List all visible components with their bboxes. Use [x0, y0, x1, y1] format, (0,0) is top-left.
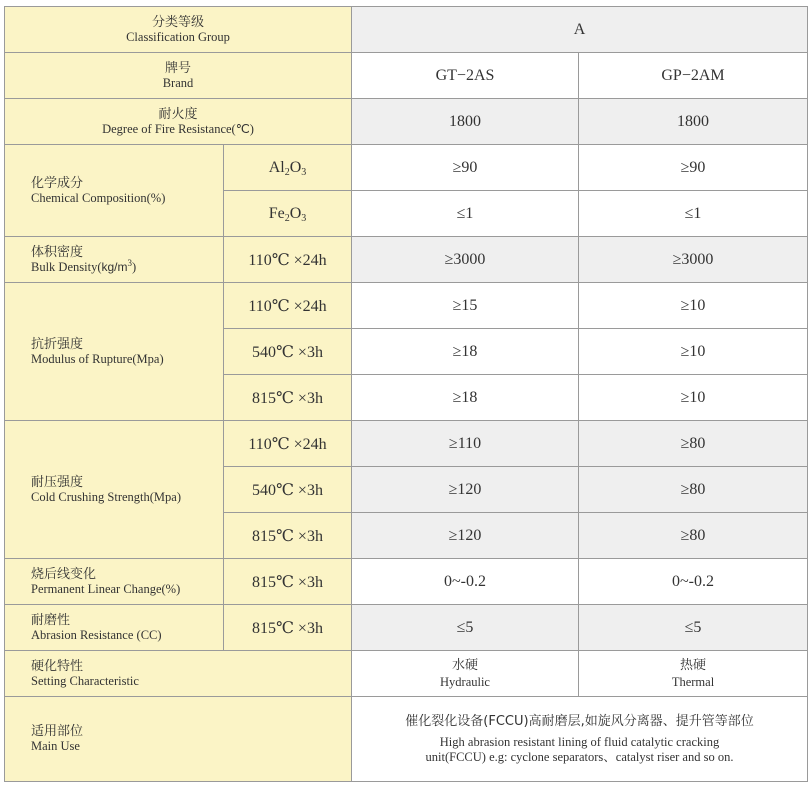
- brand-label-en: Brand: [162, 75, 194, 90]
- classification-label-en: Classification Group: [126, 29, 230, 44]
- crushing-label-en: Cold Crushing Strength(Mpa): [31, 489, 181, 504]
- row-crushing-1: [5, 421, 808, 467]
- crushing-value: ≥80: [579, 513, 808, 559]
- linear-change-value: 0~-0.2: [579, 559, 808, 605]
- rupture-label-en: Modulus of Rupture(Mpa): [31, 351, 164, 366]
- abrasion-value: ≤5: [352, 605, 579, 651]
- chemical-composition-label-en: Chemical Composition(%): [31, 190, 166, 205]
- rupture-condition: 110℃ ×24h: [224, 283, 352, 329]
- crushing-label: [5, 421, 224, 559]
- brand-gp-2am: GP−2AM: [579, 53, 808, 99]
- fire-resistance-value: 1800: [579, 99, 808, 145]
- row-brand: [5, 53, 808, 99]
- bulk-density-label-en: Bulk $Density(kg/m^3)$: [31, 257, 137, 274]
- crushing-label-zh: 耐压强度: [31, 474, 84, 490]
- crushing-value: ≥120: [352, 513, 579, 559]
- crushing-value: ≥110: [352, 421, 579, 467]
- abrasion-value: ≤5: [579, 605, 808, 651]
- crushing-value: ≥120: [352, 467, 579, 513]
- bulk-density-condition: 110℃ ×24h: [224, 237, 352, 283]
- linear-change-label-en: Permanent Linear Change(%): [31, 581, 181, 596]
- linear-change-condition: 815℃ ×3h: [224, 559, 352, 605]
- setting-label-zh: 硬化特性: [31, 658, 84, 674]
- main-use-value: [352, 697, 808, 782]
- setting-value-zh: 热硬: [679, 657, 706, 673]
- row-rupture-1: [5, 283, 808, 329]
- rupture-condition: 815℃ ×3h: [224, 375, 352, 421]
- setting-value-en: Hydraulic: [440, 674, 490, 689]
- crushing-value: ≥80: [579, 421, 808, 467]
- crushing-condition: 110℃ ×24h: [224, 421, 352, 467]
- row-main-use: [5, 697, 808, 782]
- spec-table: [4, 6, 808, 782]
- bulk-density-label-zh: 体积密度: [31, 244, 84, 260]
- setting-value-zh: 水硬: [451, 657, 478, 673]
- main-use-value-zh: 催化裂化设备(FCCU)高耐磨层,如旋风分离器、提升管等部位: [405, 714, 754, 729]
- fire-resistance-label-en: Degree of Fire Resistance(℃): [102, 121, 254, 136]
- row-setting: [5, 651, 808, 697]
- linear-change-label-zh: 烧后线变化: [31, 566, 97, 582]
- main-use-value-en-line2: unit(FCCU) e.g: cyclone separators、catalyst riser and so on.: [425, 750, 734, 764]
- fe2o3-label: $Fe_2O_3$: [224, 191, 352, 237]
- crushing-condition: 540℃ ×3h: [224, 467, 352, 513]
- rupture-value: ≥10: [579, 329, 808, 375]
- setting-value-hydraulic: [352, 651, 579, 697]
- fe2o3-value: ≤1: [352, 191, 579, 237]
- crushing-value: ≥80: [579, 467, 808, 513]
- row-classification: [5, 7, 808, 53]
- fire-resistance-label: [5, 99, 352, 145]
- setting-value-thermal: [579, 651, 808, 697]
- setting-label-en: Setting Characteristic: [31, 673, 139, 688]
- crushing-condition: 815℃ ×3h: [224, 513, 352, 559]
- linear-change-value: 0~-0.2: [352, 559, 579, 605]
- main-use-value-en-line1: High abrasion resistant lining of fluid catalytic cracking: [439, 735, 720, 749]
- chemical-composition-label-zh: 化学成分: [31, 175, 84, 191]
- abrasion-label: [5, 605, 224, 651]
- classification-label-zh: 分类等级: [151, 14, 204, 30]
- rupture-condition: 540℃ ×3h: [224, 329, 352, 375]
- brand-gt-2as: GT−2AS: [352, 53, 579, 99]
- al2o3-value: ≥90: [352, 145, 579, 191]
- bulk-density-value: ≥3000: [579, 237, 808, 283]
- classification-label: [5, 7, 352, 53]
- bulk-density-label: [5, 237, 224, 283]
- abrasion-label-en: Abrasion Resistance (CC): [31, 627, 162, 642]
- classification-value: A: [352, 7, 808, 53]
- abrasion-condition: 815℃ ×3h: [224, 605, 352, 651]
- rupture-label-zh: 抗折强度: [31, 336, 84, 352]
- al2o3-label: $Al_2O_3$: [224, 145, 352, 191]
- rupture-value: ≥10: [579, 375, 808, 421]
- rupture-value: ≥15: [352, 283, 579, 329]
- row-bulk-density: [5, 237, 808, 283]
- rupture-value: ≥10: [579, 283, 808, 329]
- fire-resistance-value: 1800: [352, 99, 579, 145]
- al2o3-value: ≥90: [579, 145, 808, 191]
- main-use-label: [5, 697, 352, 782]
- setting-label: [5, 651, 352, 697]
- setting-value-en: Thermal: [671, 674, 715, 689]
- row-al2o3: [5, 145, 808, 191]
- fire-resistance-label-zh: 耐火度: [158, 106, 198, 122]
- bulk-density-value: ≥3000: [352, 237, 579, 283]
- rupture-value: ≥18: [352, 375, 579, 421]
- chemical-composition-label: [5, 145, 224, 237]
- linear-change-label: [5, 559, 224, 605]
- rupture-value: ≥18: [352, 329, 579, 375]
- row-linear-change: [5, 559, 808, 605]
- row-fire-resistance: [5, 99, 808, 145]
- abrasion-label-zh: 耐磨性: [31, 612, 71, 628]
- fe2o3-value: ≤1: [579, 191, 808, 237]
- rupture-label: [5, 283, 224, 421]
- main-use-label-zh: 适用部位: [31, 724, 84, 739]
- brand-label-zh: 牌号: [164, 60, 191, 76]
- brand-label: [5, 53, 352, 99]
- main-use-label-en: Main Use: [31, 739, 80, 753]
- row-abrasion: [5, 605, 808, 651]
